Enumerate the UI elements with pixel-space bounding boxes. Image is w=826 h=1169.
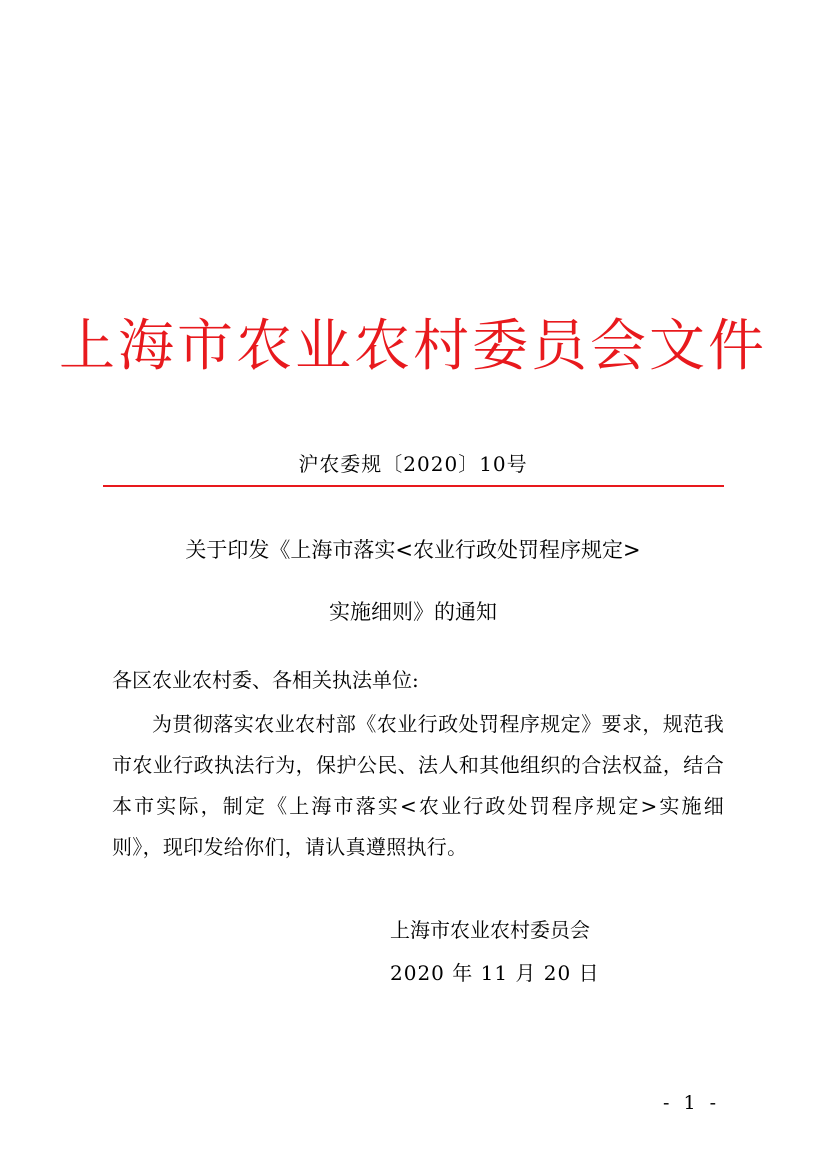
- body-text: [112, 704, 724, 868]
- body-paragraph: 为贯彻落实农业农村部《农业行政处罚程序规定》要求，规范我市农业行政执法行为，保护公民、法人和其他组织的合法权益，结合本市实际，制定《上海市落实<农业行政处罚程序规定>实施细则》，现印发给你们，请认真遵照执行。: [112, 712, 724, 859]
- document-number: 沪农委规〔2020〕10号: [298, 452, 528, 476]
- masthead-title: 上海市农业农村委员会文件: [59, 314, 767, 379]
- salutation: 各区农业农村委、各相关执法单位:: [112, 668, 419, 692]
- issuer-signature: 上海市农业农村委员会: [390, 918, 590, 942]
- page-number: - 1 -: [662, 1092, 720, 1114]
- issue-date: 2020 年 11 月 20 日: [390, 961, 600, 985]
- red-divider-line: [103, 485, 724, 487]
- notice-title-line-2: 实施细则》的通知: [329, 600, 497, 624]
- notice-title-line-1: 关于印发《上海市落实<农业行政处罚程序规定>: [185, 538, 641, 562]
